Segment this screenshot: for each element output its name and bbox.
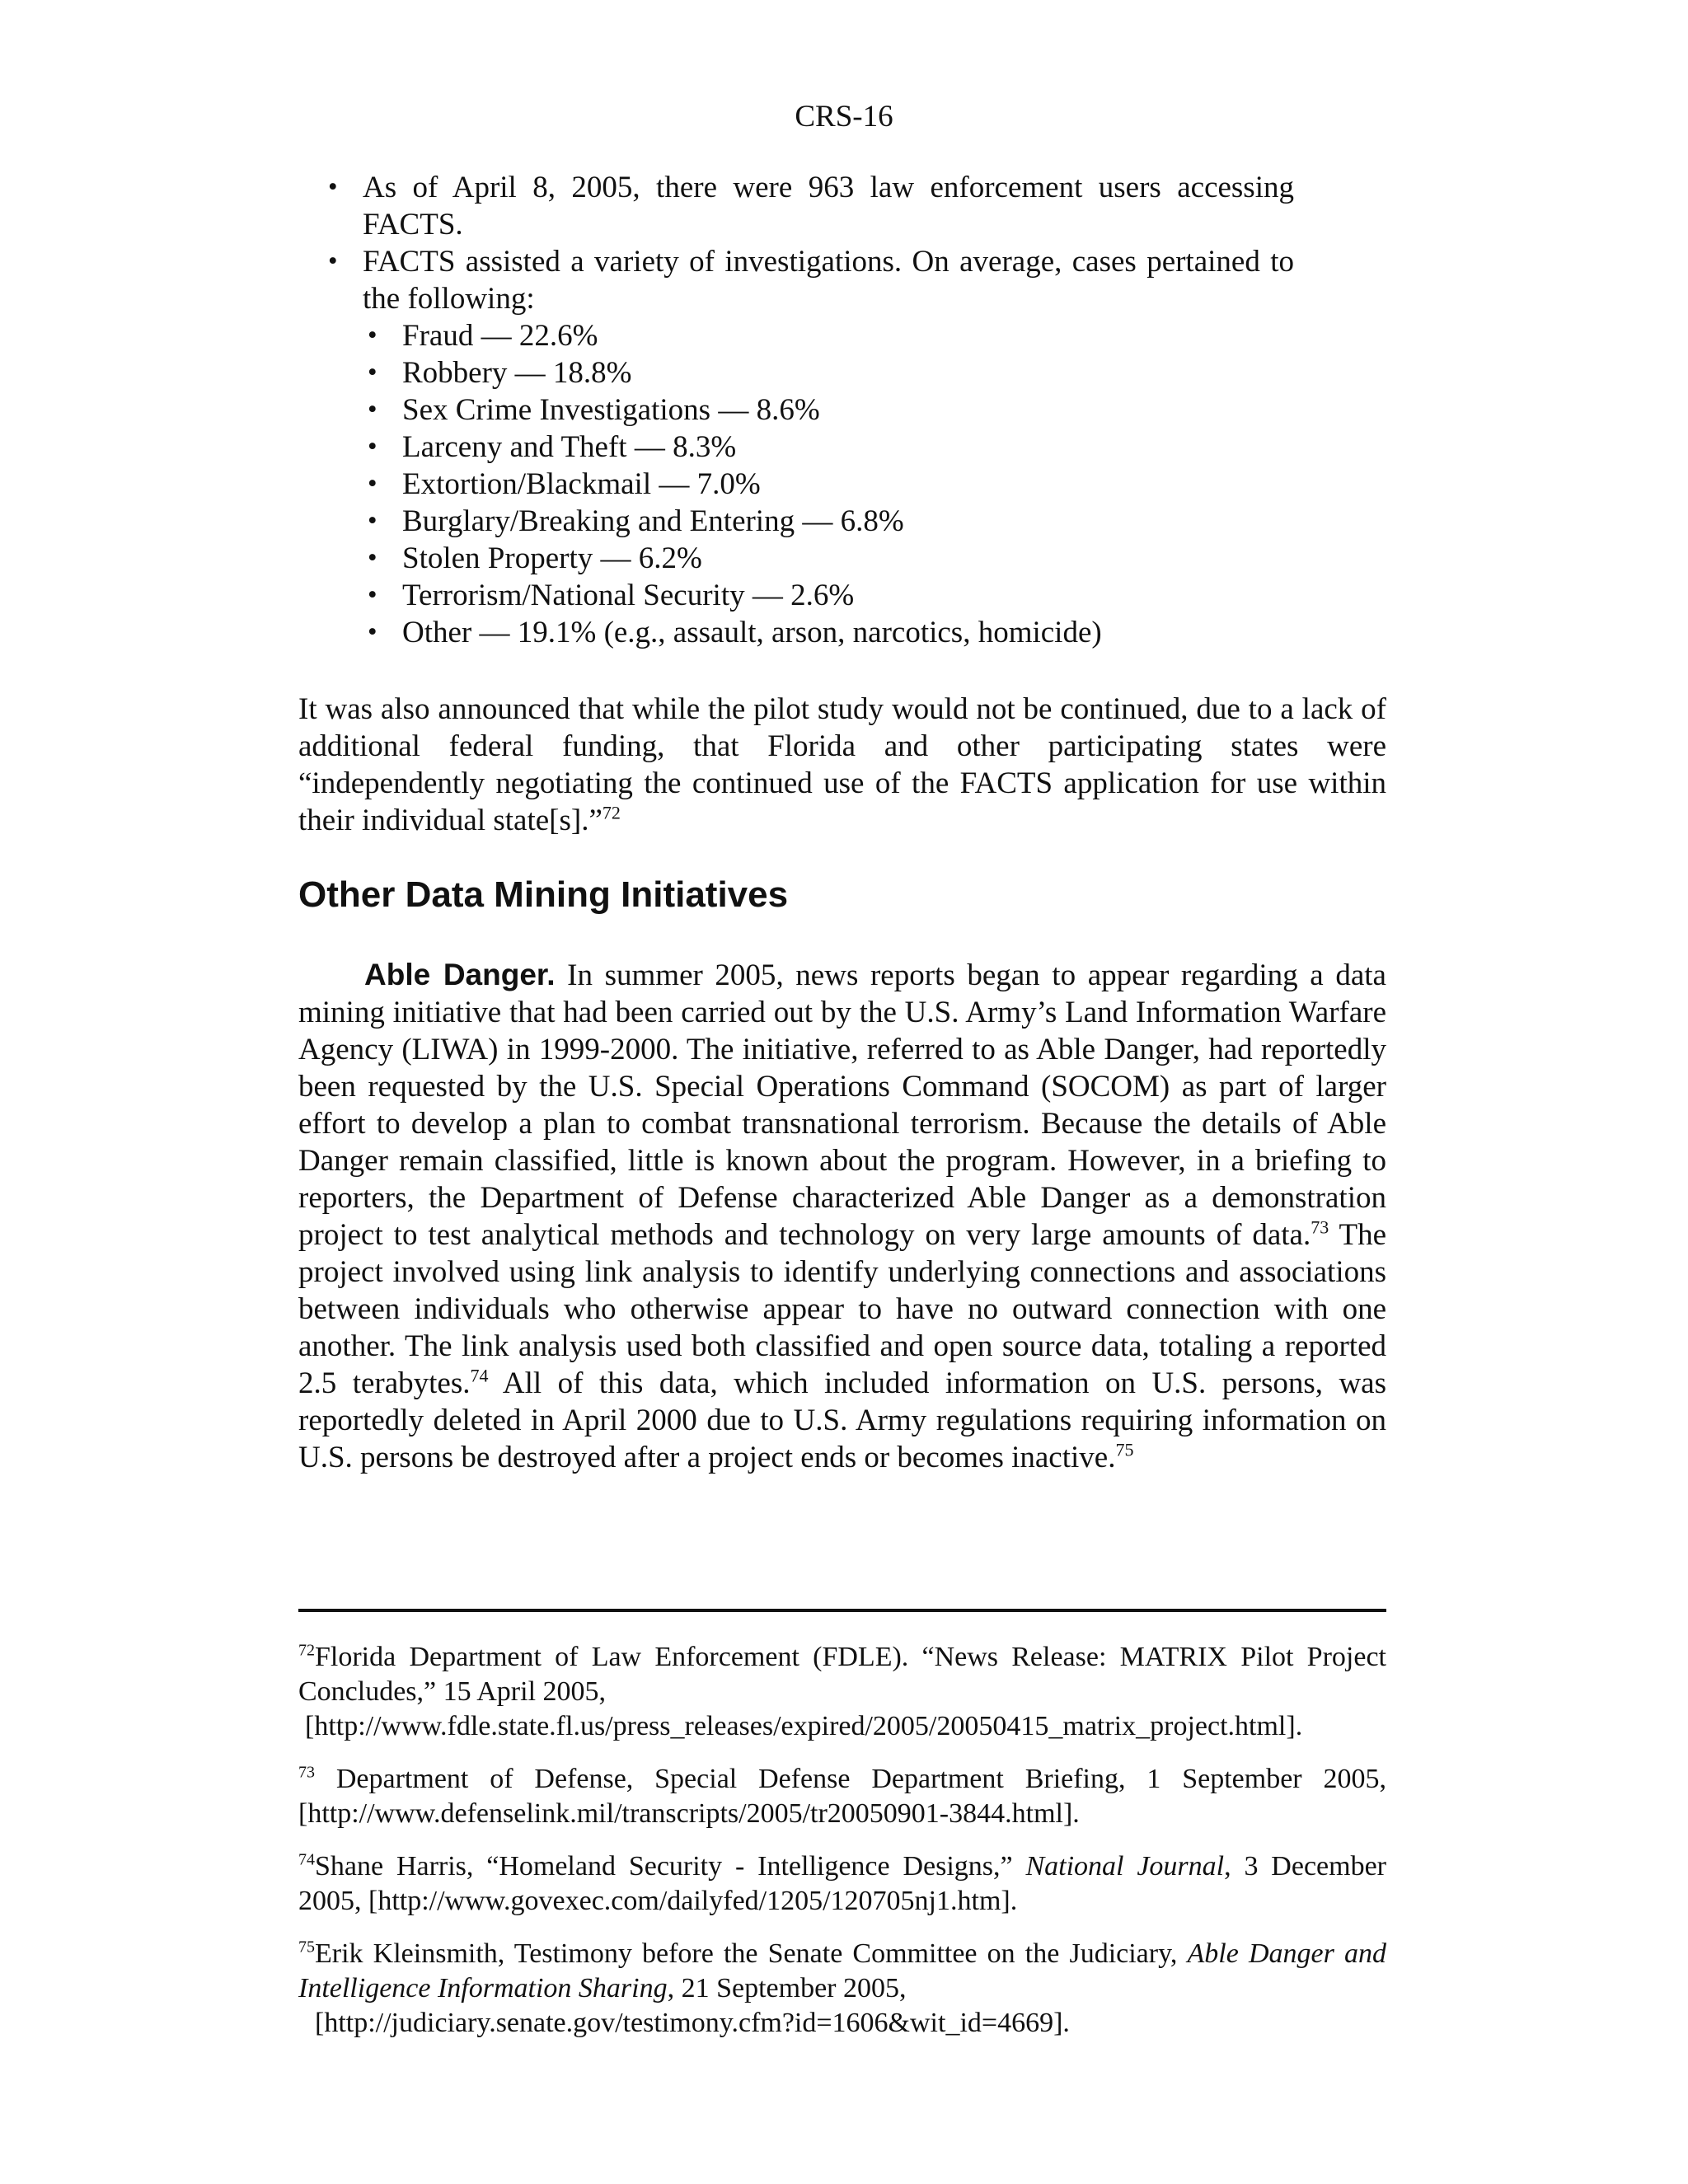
section-heading: Other Data Mining Initiatives: [298, 874, 789, 915]
case-type-item: • Robbery — 18.8%: [402, 354, 1294, 391]
able-danger-text-2: The project involved using link analysis to identify underlying connections and associations between individuals who otherwise appear to have no outward connection with one another. The link analysis used both classified and open source data, totaling a reported 2.5 terabytes.: [298, 1218, 1387, 1400]
case-type-item: • Fraud — 22.6%: [402, 317, 1294, 354]
footnote-number: 75: [298, 1938, 315, 1957]
footnote-url: [http://www.fdle.state.fl.us/press_releases/expired/2005/20050415_matrix_project.html].: [305, 1711, 1303, 1741]
able-danger-runin-heading: Able Danger.: [364, 958, 556, 991]
footnote-ref-75: 75: [1115, 1439, 1134, 1460]
footnote-73: [298, 1762, 1386, 1831]
footnote-text: , 3 December 2005, [http://www.govexec.com/dailyfed/1205/120705nj1.htm].: [298, 1851, 1386, 1916]
able-danger-text-1: In summer 2005, news reports began to appear regarding a data mining initiative that had been carried out by the U.S. Army’s Land Information Warfare Agency (LIWA) in 1999-2000. The initiative, referred to as Able Danger, had reportedly been requested by the U.S. Special Operations Command (SOCOM) as part of larger effort to develop a plan to combat transnational terrorism. Because the details of Able Danger remain classified, little is known about the program. However, in a briefing to reporters, the Department of Defense characterized Able Danger as a demonstration project to test analytical methods and technology on very large amounts of data.: [298, 958, 1386, 1252]
footnote-text: Erik Kleinsmith, Testimony before the Senate Committee on the Judiciary,: [315, 1938, 1188, 1969]
footnotes: [298, 1640, 1386, 2059]
case-type-item: • Other — 19.1% (e.g., assault, arson, narcotics, homicide): [402, 614, 1294, 651]
footnote-ref-74: 74: [470, 1365, 489, 1386]
journal-title: National Journal: [1025, 1851, 1225, 1882]
able-danger-paragraph: [298, 956, 1386, 1476]
footnote-number: 72: [298, 1641, 315, 1660]
footnote-72: [298, 1640, 1386, 1744]
footnote-ref-72: 72: [602, 802, 621, 823]
footnote-text: Shane Harris, “Homeland Security - Intelligence Designs,”: [315, 1851, 1026, 1882]
bullet-users: • As of April 8, 2005, there were 963 law enforcement users accessing FACTS.: [363, 169, 1294, 243]
facts-bullet-list: [363, 169, 1294, 651]
footnote-75: [298, 1937, 1386, 2041]
footnote-number: 74: [298, 1850, 315, 1869]
case-type-list: [363, 317, 1294, 651]
case-type-item: • Larceny and Theft — 8.3%: [402, 429, 1294, 466]
footnote-text: Florida Department of Law Enforcement (FDLE). “News Release: MATRIX Pilot Project Concludes,” 15 April 2005,: [298, 1642, 1386, 1707]
footnote-number: 73: [298, 1763, 315, 1782]
case-type-item: • Terrorism/National Security — 2.6%: [402, 577, 1294, 614]
footnote-url: [http://judiciary.senate.gov/testimony.cfm?id=1606&wit_id=4669].: [315, 2008, 1070, 2038]
footnote-74: [298, 1849, 1386, 1919]
bullet-investigations-text: • FACTS assisted a variety of investigations. On average, cases pertained to the following:: [363, 245, 1294, 316]
case-type-item: • Burglary/Breaking and Entering — 6.8%: [402, 503, 1294, 540]
footnote-divider: [298, 1609, 1386, 1612]
announcement-text: It was also announced that while the pilot study would not be continued, due to a lack of additional federal funding, that Florida and other participating states were “independently negotiating the continued use of the FACTS application for use within their individual state[s].”: [298, 692, 1386, 837]
footnote-ref-73: 73: [1311, 1216, 1329, 1238]
testimony-title: Able Danger and Intelligence Information Sharing: [298, 1938, 1386, 2004]
case-type-item: • Stolen Property — 6.2%: [402, 540, 1294, 577]
case-type-item: • Extortion/Blackmail — 7.0%: [402, 466, 1294, 503]
announcement-paragraph: [298, 691, 1386, 839]
footnote-text: , 21 September 2005,: [667, 1973, 907, 2004]
page-header: CRS-16: [795, 100, 893, 134]
footnote-text: Department of Defense, Special Defense Department Briefing, 1 September 2005, [http://www.defenselink.mil/transcripts/2005/tr20050901-3844.html].: [298, 1764, 1386, 1829]
bullet-investigations: [363, 243, 1294, 651]
able-danger-text-3: All of this data, which included information on U.S. persons, was reportedly deleted in April 2000 due to U.S. Army regulations requiring information on U.S. persons be destroyed after a project ends or becomes inactive.: [298, 1366, 1386, 1474]
case-type-item: • Sex Crime Investigations — 8.6%: [402, 391, 1294, 429]
